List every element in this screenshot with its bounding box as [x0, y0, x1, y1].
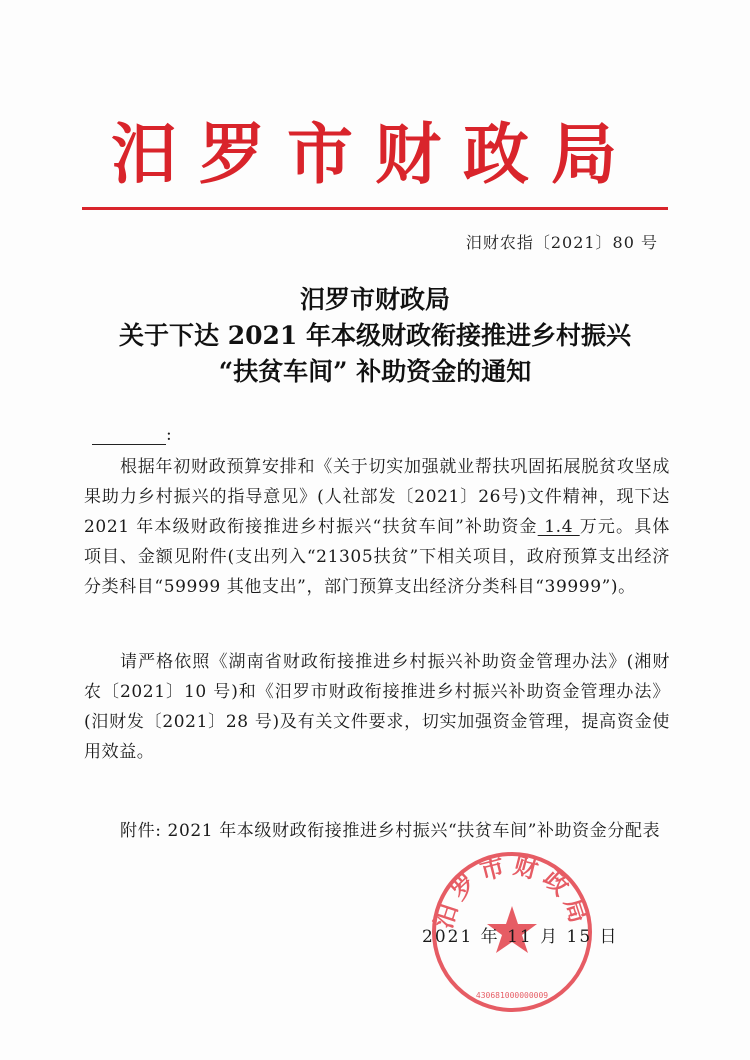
letterhead-title: 汨罗市财政局: [111, 115, 639, 193]
salutation-blank: [92, 426, 166, 445]
document-title: [60, 282, 690, 390]
amount-value: 1.4: [537, 517, 580, 537]
title-line-3: “扶贫车间” 补助资金的通知: [218, 357, 532, 386]
paragraph-1: [84, 452, 670, 602]
title-line-1: 汨罗市财政局: [299, 285, 450, 314]
attachment-note: 附件: 2021 年本级财政衔接推进乡村振兴“扶贫车间”补助资金分配表: [120, 821, 661, 841]
letterhead-red-rule: [82, 207, 668, 210]
paragraph-2: 请严格依照《湖南省财政衔接推进乡村振兴补助资金管理办法》(湘财农〔2021〕10 号)和《汨罗市财政衔接推进乡村振兴补助资金管理办法》(汨财发〔2021〕28 号)及有关文件要求，切实加强资金管理，提高资金使用效益。: [84, 652, 670, 762]
issue-date: 2021 年 11 月 15 日: [422, 927, 619, 947]
paragraph-1-text-a: 根据年初财政预算安排和《关于切实加强就业帮扶巩固拓展脱贫攻坚成果助力乡村振兴的指导意见》(人社部发〔2021〕26号)文件精神，现下达 2021 年本级财政衔接推进乡村振兴“扶贫车间”补助资金: [84, 457, 670, 537]
title-line-2: 关于下达 2021 年本级财政衔接推进乡村振兴: [119, 321, 631, 350]
document-number: 汨财农指〔2021〕80 号: [465, 233, 658, 252]
seal-text-path: 汨罗市财政局: [428, 850, 596, 932]
paragraph-1-text-b: 万元。具体项目、金额见附件(支出列入“21305扶贫”下相关项目，政府预算支出经济分类科目“59999 其他支出”，部门预算支出经济分类科目“39999”)。: [84, 517, 670, 597]
salutation: [92, 425, 172, 445]
salutation-colon: :: [166, 425, 172, 445]
seal-number: 430681000000009: [475, 991, 549, 1000]
